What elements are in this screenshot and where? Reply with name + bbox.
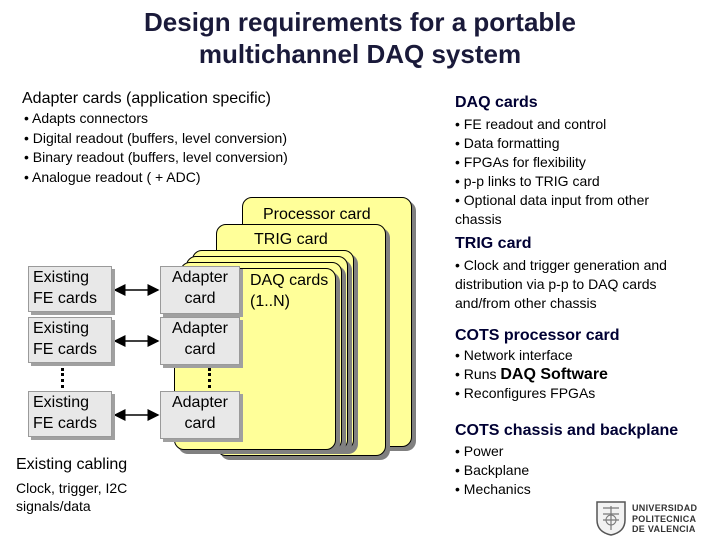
adapter-continuation-dots (208, 368, 211, 388)
title-line-2: multichannel DAQ system (198, 39, 522, 69)
fe-card-line1: Existing (33, 394, 90, 411)
adapter-card-box-3 (160, 391, 240, 439)
trig-bullet: • Clock and trigger generation and distribution via p-p to DAQ cards and/from other chassis (455, 257, 667, 311)
logo-line2: POLITECNICA (632, 513, 697, 524)
adapter-bullet: • Adapts connectors (24, 110, 148, 126)
cots-proc-bullet: • Network interface (455, 347, 573, 363)
daq-bullet: • p-p links to TRIG card (455, 173, 600, 189)
adapter-box-line1: Adapter (171, 269, 229, 286)
adapter-bullet: • Digital readout (buffers, level conversion) (24, 129, 287, 146)
fe-card-line1: Existing (33, 269, 90, 286)
chassis-bullet: • Mechanics (455, 481, 531, 497)
cots-proc-bullet: • Reconfigures FPGAs (455, 385, 596, 401)
fe-card-line2: FE cards (33, 290, 98, 307)
chassis-bullet: • Power (455, 443, 504, 459)
daq-bullet: • FE readout and control (455, 116, 607, 132)
daq-bullet: • Optional data input from other chassis (455, 192, 650, 227)
title-line-1: Design requirements for a portable (144, 7, 576, 37)
fe-continuation-dots (61, 368, 64, 388)
fe-card-line2: FE cards (33, 415, 98, 432)
trig-card-heading: TRIG card (455, 235, 532, 252)
adapter-bullet: • Analogue readout ( + ADC) (24, 168, 201, 185)
cabling-line2: signals/data (16, 498, 91, 514)
runs-prefix: • Runs (455, 366, 501, 382)
cabling-title: Existing cabling (16, 456, 128, 473)
adapter-box-line1: Adapter (171, 394, 229, 411)
chassis-bullet: • Backplane (455, 462, 530, 478)
adapter-heading-rest: (application specific) (121, 90, 272, 107)
adapter-card-box-2 (160, 317, 240, 365)
adapter-box-line2: card (184, 415, 216, 432)
adapter-box-line1: Adapter (171, 320, 229, 337)
adapter-bullet: • Binary readout (buffers, level conversion) (24, 149, 288, 165)
daq-software-highlight: DAQ Software (500, 366, 608, 383)
cabling-line1: Clock, trigger, I2C (16, 480, 128, 496)
adapter-box-line2: card (184, 290, 216, 307)
daq-cards-heading: DAQ cards (455, 94, 538, 111)
logo-line3: DE VALENCIA (632, 524, 696, 534)
processor-card-label: Processor card (263, 206, 371, 223)
daq-cards-label-line2: (1..N) (250, 293, 290, 310)
adapter-box-line2: card (184, 341, 216, 358)
existing-fe-card-3 (28, 391, 112, 437)
cots-chassis-heading: COTS chassis and backplane (455, 422, 679, 439)
cots-processor-heading: COTS processor card (455, 327, 620, 344)
daq-bullet: • Data formatting (455, 135, 560, 151)
existing-fe-card-2 (28, 317, 112, 363)
daq-cards-label-line1: DAQ cards (250, 272, 329, 289)
fe-card-line1: Existing (33, 320, 90, 337)
fe-card-line2: FE cards (33, 341, 98, 358)
trig-card-label: TRIG card (254, 231, 328, 248)
logo-line1: UNIVERSIDAD (632, 503, 698, 513)
existing-fe-card-1 (28, 266, 112, 312)
daq-bullet: • FPGAs for flexibility (455, 154, 586, 170)
adapter-card-box-1 (160, 266, 240, 314)
adapter-heading-bold: Adapter cards (22, 90, 122, 107)
